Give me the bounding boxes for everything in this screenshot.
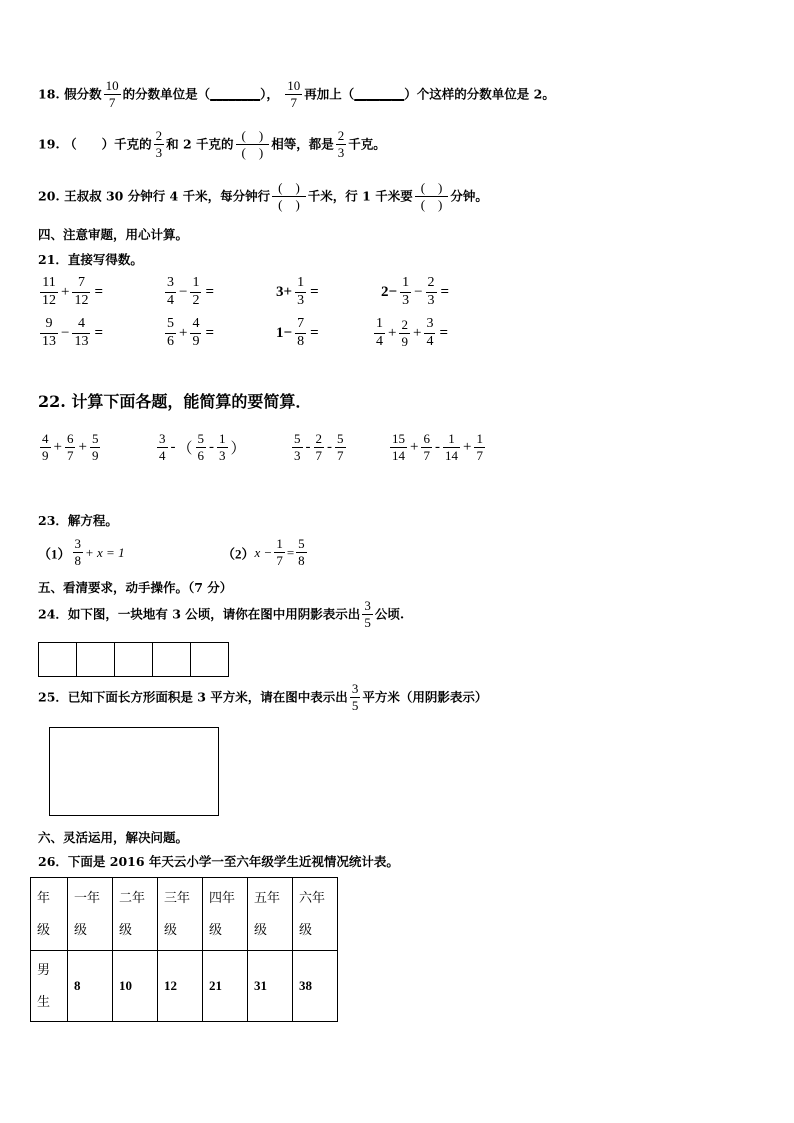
denominator: 6 [197,448,205,464]
text: 王叔叔 30 分钟行 4 千米，每分钟行 [64,188,271,204]
denominator: 5 [351,698,359,714]
section-heading-6: 六、灵活运用，解决问题。 [38,830,189,845]
text: ）个这样的分数单位是 2。 [404,86,555,102]
numerator: 1 [402,275,410,290]
question-26-title: 26．下面是 2016 年天云小学一至六年级学生近视情况统计表。 [38,854,399,869]
denominator: ( ) [272,196,306,213]
equation-1 [38,536,125,570]
numerator: 4 [42,431,49,446]
numerator: 2 [337,128,345,143]
operator: − [179,283,188,300]
equals-sign: = [205,324,215,341]
table-cell: 8 [68,951,113,1022]
denominator: 4 [159,448,166,464]
numerator: ( ) [241,128,264,143]
numerator: 5 [91,431,99,446]
text: 千克。 [348,136,386,152]
numerator: 15 [392,431,405,446]
question-23-title: 23．解方程。 [38,513,118,528]
text: 相等，都是 [271,136,334,152]
question-18 [38,78,555,112]
denominator: 7 [66,448,74,464]
denominator: ( ) [415,196,449,213]
operator: - [434,439,440,456]
myopia-table [30,877,338,1022]
table-cell: 31 [248,951,293,1022]
denominator: 7 [423,448,430,464]
text: 分钟。 [450,188,488,204]
denominator: 4 [167,292,174,308]
table-cell: 10 [113,951,158,1022]
denominator: 3 [294,448,301,464]
grid-cell[interactable] [115,643,153,677]
denominator: 3 [297,292,305,308]
numerator: ( ) [420,180,443,195]
equation-variable: x − [254,544,273,560]
numerator: 5 [197,431,205,446]
denominator: 2 [192,292,200,308]
left-paren: （ [177,441,193,458]
denominator: 4 [376,333,383,349]
denominator: 3 [427,292,435,308]
numerator: 3 [364,598,371,613]
equals-sign: = [310,283,319,300]
equals-sign: = [94,324,104,341]
question-19 [38,128,386,162]
numerator: 3 [167,275,174,290]
denominator: ( ) [236,144,270,161]
operator: + [61,283,70,300]
denominator: 12 [74,292,89,308]
denominator: 13 [42,333,56,349]
operator: + [179,324,188,341]
denominator: 9 [401,333,408,349]
numerator: 2 [315,431,322,446]
answer-blank[interactable]: ________ [354,86,405,102]
numerator: 3 [351,681,359,696]
equals-sign: = [205,283,215,300]
text: 24．如下图，一块地有 3 公顷，请你在图中用阴影表示出 [38,606,361,622]
rectangle-area[interactable] [49,727,219,816]
text: ）， [260,86,279,102]
numerator: 4 [77,316,85,331]
calc-item [380,275,449,310]
numerator: 5 [298,536,305,551]
denominator: 3 [219,448,226,464]
question-25 [38,681,487,715]
text: 25．已知下面长方形面积是 3 平方米，请在图中表示出 [38,689,348,705]
calc-item [155,431,247,465]
section-heading-5: 五、看清要求，动手操作。（7 分） [38,580,233,595]
denominator: 9 [91,448,99,464]
table-header-cell: 二年级 [113,878,158,951]
numerator: 3 [426,316,434,331]
denominator: 7 [476,448,483,464]
numerator: 3 [74,536,82,551]
answer-blank[interactable]: （ ）千克的 [64,136,152,152]
operator: - [327,439,332,456]
calc-item [372,316,448,351]
whole-number: 2− [381,283,398,300]
numerator: 1 [448,431,455,446]
numerator: 10 [287,78,301,93]
denominator: 9 [42,448,49,464]
text: 再加上（ [304,86,355,102]
table-header-cell: 一年级 [68,878,113,951]
right-paren: ） [230,441,246,458]
numerator: 2 [401,316,408,332]
operator: - [305,439,311,456]
denominator: 14 [392,448,405,464]
grid-cell[interactable] [39,643,77,677]
operator: − [61,324,70,341]
table-header-cell: 五年级 [248,878,293,951]
numerator: 2 [427,275,435,290]
fraction [154,128,165,162]
table-header-cell: 六年级 [293,878,338,951]
denominator: 13 [74,333,89,349]
question-number: 20. [38,188,60,204]
operator: + [388,324,397,341]
denominator: 4 [426,333,434,349]
fraction [104,78,121,112]
numerator: 5 [337,431,344,446]
equals-sign: = [439,324,448,341]
equation-rest: + x = 1 [85,544,125,560]
question-number: 19. [38,136,60,152]
whole-number: 1− [276,324,293,341]
calc-item [275,275,319,310]
operator: - [209,439,215,456]
grid-cell[interactable] [191,643,229,677]
numerator: 5 [294,431,301,446]
answer-blank[interactable]: ________ [210,86,261,102]
denominator: 8 [297,333,305,349]
denominator: 3 [155,145,163,161]
text: 的分数单位是（ [122,86,211,102]
table-cell: 男生 [31,951,68,1022]
calc-item [38,275,103,310]
denominator: 3 [402,292,410,308]
equation-label: （2） [222,546,255,562]
operator: − [414,283,423,300]
numerator: 7 [77,275,85,290]
denominator: 7 [315,448,322,464]
calc-item [275,316,319,351]
calc-item [290,431,348,465]
operator: + [412,324,422,341]
numerator: 1 [219,431,226,446]
denominator: 7 [337,448,344,464]
fraction-blank[interactable] [272,180,306,214]
table-header-cell: 年级 [31,878,68,951]
numerator: 1 [476,431,483,446]
calc-item [163,316,214,351]
numerator: 6 [66,431,74,446]
question-21-title: 21．直接写得数。 [38,252,143,267]
table-row [31,951,338,1022]
whole-number: 3+ [276,283,293,300]
operator: + [462,439,472,456]
numerator: 5 [167,316,174,331]
numerator: 1 [297,275,305,290]
text: 公顷. [374,606,405,622]
text: 和 2 千克的 [166,136,234,152]
text: 千米，行 1 千米要 [307,188,413,204]
numerator: 10 [105,78,119,93]
land-grid[interactable] [38,642,229,677]
numerator: 3 [159,431,166,446]
question-24 [38,598,404,632]
grid-cell[interactable] [153,643,191,677]
numerator: ( ) [278,180,300,195]
denominator: 7 [104,94,121,111]
text: 假分数 [64,86,102,102]
denominator: 8 [74,553,82,569]
numerator: 4 [192,316,200,331]
fraction-blank[interactable] [415,180,449,214]
section-heading-4: 四、注意审题，用心计算。 [38,227,189,242]
question-22-title: 22. 计算下面各题，能简算的要简算． [38,392,312,411]
denominator: 9 [192,333,200,349]
denominator: 7 [285,94,302,111]
table-cell: 12 [158,951,203,1022]
numerator: 1 [192,275,200,290]
denominator: 3 [337,145,345,161]
numerator: 1 [376,316,383,331]
calc-item [163,275,214,310]
denominator: 14 [444,448,458,464]
table-header-cell: 三年级 [158,878,203,951]
denominator: 7 [276,553,283,569]
fraction [285,78,302,112]
calc-item [38,316,103,351]
operator: + [53,439,62,456]
equals-sign: = [94,283,104,300]
denominator: 8 [298,553,305,569]
equals-sign: = [286,544,295,560]
operator: - [170,439,176,456]
equation-2 [222,536,309,570]
denominator: 5 [364,615,371,631]
text: 平方米（用阴影表示） [362,689,488,705]
equals-sign: = [310,324,319,341]
numerator: 1 [276,536,283,551]
numerator: 2 [155,128,163,143]
fraction-blank[interactable] [236,128,270,162]
table-cell: 21 [203,951,248,1022]
calc-item [388,431,487,465]
table-header-cell: 四年级 [203,878,248,951]
grid-cell[interactable] [77,643,115,677]
table-header-row [31,878,338,951]
table-cell: 38 [293,951,338,1022]
question-20 [38,180,488,214]
equals-sign: = [440,283,450,300]
operator: + [410,439,419,456]
numerator: 6 [423,431,430,446]
operator: + [78,439,87,456]
denominator: 6 [167,333,174,349]
fraction [336,128,347,162]
denominator: 12 [42,292,56,308]
calc-item [38,431,102,465]
question-number: 18. [38,86,60,102]
equation-label: （1） [38,546,71,562]
numerator: 11 [42,275,56,290]
numerator: 9 [45,316,53,331]
numerator: 7 [297,316,305,331]
